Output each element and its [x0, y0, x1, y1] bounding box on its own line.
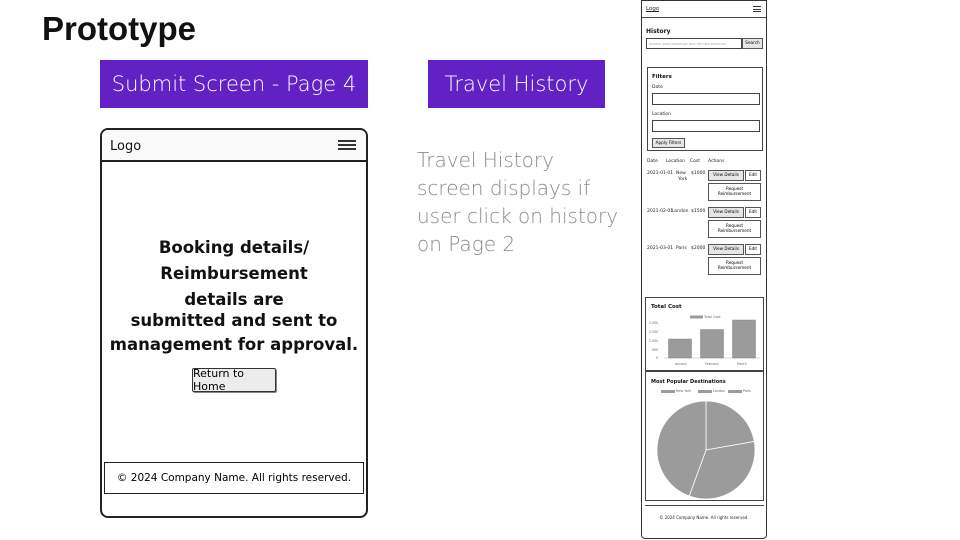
request-reimbursement-button[interactable] — [708, 183, 761, 201]
apply-filters-button[interactable]: Apply Filters — [652, 138, 685, 148]
legend-swatch — [698, 390, 712, 393]
col-header-actions: Actions — [708, 159, 725, 164]
search-placeholder: Search past bookings and reimbursements — [649, 42, 727, 46]
row-location-cont: York — [678, 177, 688, 182]
row-cost: $1500 — [691, 209, 706, 214]
edit-button[interactable]: Edit — [745, 244, 761, 255]
banner-submit-screen: Submit Screen - Page 4 — [100, 60, 368, 108]
y-tick: 1,000 — [649, 339, 659, 343]
filters-title: Filters — [652, 74, 672, 80]
destinations-card — [645, 371, 764, 501]
description-line: Travel History — [417, 148, 554, 172]
footer: © 2024 Company Name. All rights reserved. — [104, 462, 364, 494]
row-location: New — [676, 171, 686, 176]
filters-panel — [647, 67, 763, 151]
view-details-button[interactable]: View Details — [708, 170, 744, 181]
date-label: Date — [652, 85, 663, 90]
confirmation-line: Booking details/ — [158, 238, 310, 257]
col-header-date: Date — [647, 159, 658, 164]
legend-swatch — [661, 390, 675, 393]
location-field[interactable] — [652, 120, 760, 132]
request-label: Request — [725, 260, 743, 266]
app-header — [642, 1, 766, 18]
banner-travel-history: Travel History — [428, 60, 605, 108]
view-details-button[interactable]: View Details — [708, 207, 744, 218]
row-cost: $1000 — [691, 171, 706, 176]
edit-button[interactable]: Edit — [745, 207, 761, 218]
history-screen-mockup — [641, 0, 767, 539]
request-reimbursement-button[interactable] — [708, 220, 761, 238]
reimbursement-label: Reimbursement — [717, 265, 752, 270]
row-date: 2021-02-01 — [647, 209, 674, 214]
request-label: Request — [725, 223, 743, 229]
confirmation-line: management for approval. — [109, 335, 359, 354]
row-date: 2021-01-01 — [647, 171, 674, 176]
col-header-cost: Cost — [690, 159, 701, 164]
table-row — [642, 169, 766, 203]
reimbursement-label: Reimbursement — [717, 191, 752, 196]
slide-title: Prototype — [42, 10, 197, 47]
hamburger-menu-icon[interactable] — [753, 6, 761, 12]
search-button[interactable]: Search — [742, 38, 763, 49]
x-tick: March — [737, 362, 747, 366]
total-cost-card — [645, 297, 764, 371]
confirmation-line: details are — [184, 290, 284, 309]
footer: © 2024 Company Name. All rights reserved. — [659, 515, 749, 520]
date-field[interactable] — [652, 93, 760, 105]
destinations-title: Most Popular Destinations — [651, 379, 726, 385]
bar-legend-swatch — [690, 316, 703, 319]
app-header — [102, 130, 366, 162]
row-date: 2021-03-01 — [647, 246, 674, 251]
logo[interactable]: Logo — [646, 6, 660, 12]
return-home-button[interactable]: Return to Home — [192, 368, 276, 392]
history-title: History — [646, 28, 671, 35]
request-reimbursement-button[interactable] — [708, 257, 761, 275]
description-text — [417, 146, 627, 258]
bar-march — [732, 320, 755, 358]
description-line: on Page 2 — [417, 232, 516, 256]
view-details-button[interactable]: View Details — [708, 244, 744, 255]
legend-label: New York — [676, 389, 692, 393]
y-tick: 500 — [652, 348, 659, 352]
description-line: screen displays if — [417, 176, 591, 200]
legend-label: Paris — [743, 389, 751, 393]
row-location: Paris — [676, 246, 687, 251]
destinations-pie-chart — [654, 396, 758, 500]
table-row — [642, 243, 766, 277]
logo[interactable]: Logo — [110, 139, 142, 154]
edit-button[interactable]: Edit — [745, 170, 761, 181]
location-label: Location — [652, 112, 672, 117]
table-row — [642, 206, 766, 240]
bar-legend-label: Total Cost — [704, 315, 721, 319]
hamburger-menu-icon[interactable] — [338, 140, 356, 150]
confirmation-line: Reimbursement — [160, 264, 308, 283]
footer-divider — [645, 505, 764, 536]
y-tick: 0 — [656, 356, 659, 360]
x-tick: February — [705, 362, 720, 366]
col-header-location: Location — [666, 159, 686, 164]
confirmation-line: submitted and sent to — [130, 311, 338, 330]
y-tick: 2,000 — [649, 321, 659, 325]
request-label: Request — [725, 186, 743, 192]
row-cost: $2000 — [691, 246, 706, 251]
x-tick: January — [675, 362, 688, 366]
reimbursement-label: Reimbursement — [717, 228, 752, 233]
bar-february — [700, 330, 723, 359]
y-tick: 1,500 — [649, 330, 659, 334]
legend-swatch — [728, 390, 742, 393]
row-location: London — [672, 209, 689, 214]
search-input[interactable] — [646, 38, 742, 49]
submit-screen-mockup — [100, 128, 368, 518]
total-cost-title: Total Cost — [651, 304, 682, 310]
legend-label: London — [713, 389, 726, 393]
description-line: user click on history — [417, 204, 619, 228]
bar-january — [668, 339, 691, 358]
